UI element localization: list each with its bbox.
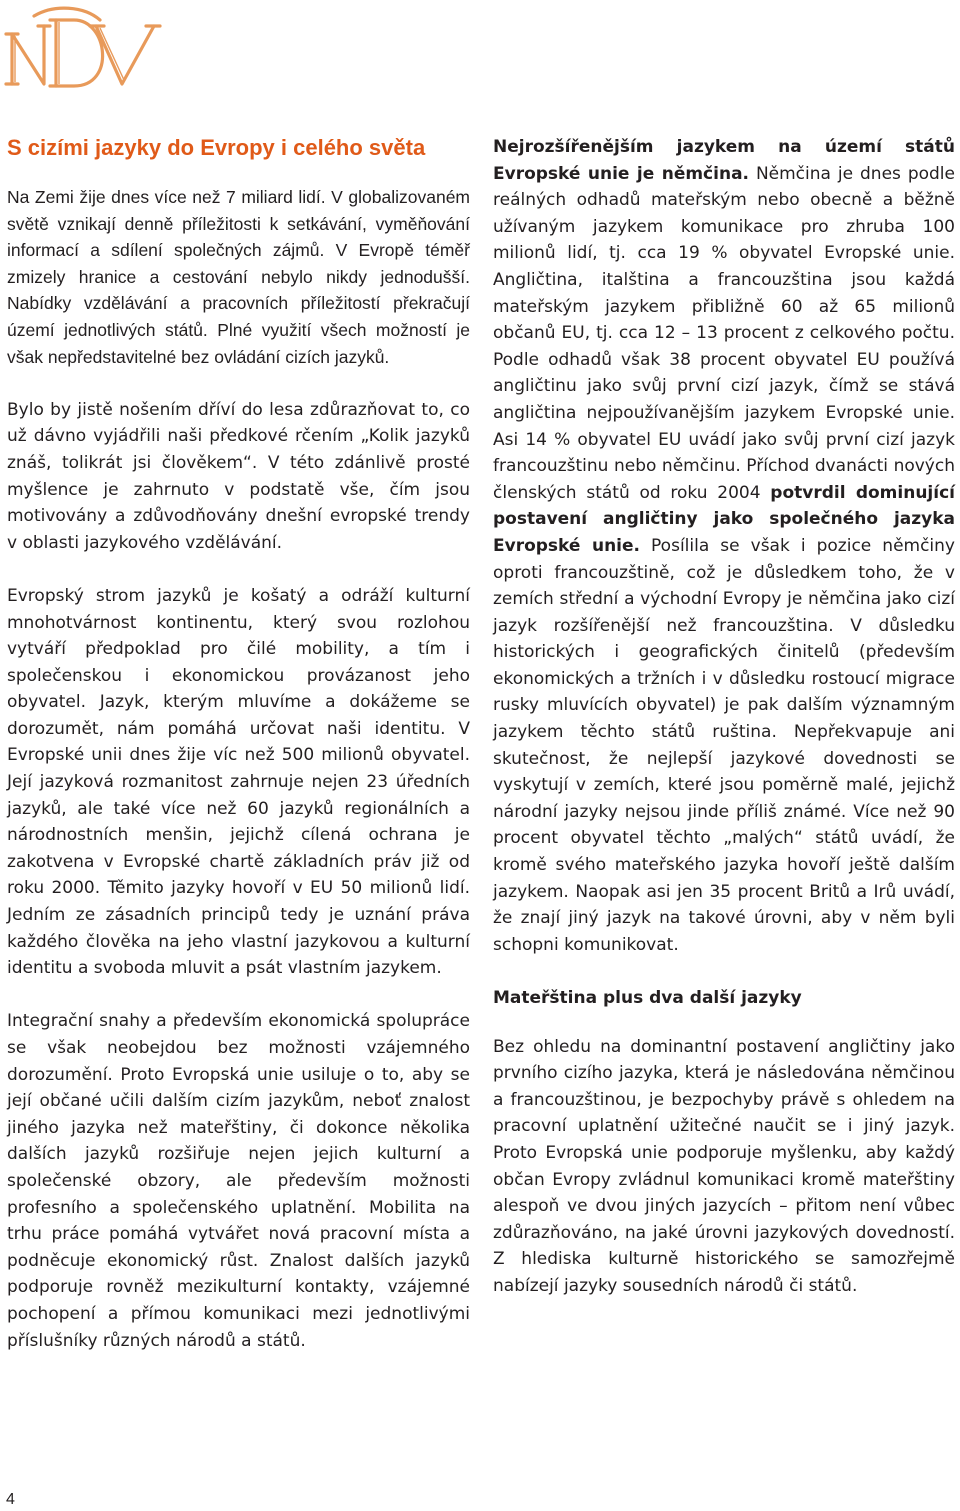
- right-column: [493, 134, 955, 1326]
- paragraph-german: [493, 134, 955, 958]
- left-column: [7, 134, 470, 1381]
- text-german-b: Posílila se však i pozice němčiny oproti francouzštině, což je důsledkem toho, že v zemích střední a východní Evropy je němčina jako cizí jazyk rozšířenější než francouzština. V důsledku historických i geografických činitelů (především ekonomických a tržních i v důsledku rostoucí migrace rusky mluvících obyvatel) je pak dalším významným jazykem těchto států ruština. Nepřekvapuje ani skutečnost, že nejlepší jazykové dovednosti se vyskytují v zemích, které jsou poměrně malé, jejichž národní jazyky nejsou jinde příliš známé. Více než 90 procent obyvatel těchto „malých“ států uvádí, že kromě svého mateřského jazyka hovoří ještě dalším jazykem. Naopak asi jen 35 procent Britů a Irů uvádí, že znají jiný jazyk na takové úrovni, aby v něm byli schopni komunikovat.: [493, 535, 955, 955]
- article-title: S cizími jazyky do Evropy i celého světa: [7, 135, 426, 160]
- paragraph-integration: Integrační snahy a především ekonomická spolupráce se však neobejdou bez možnosti vzájemného dorozumění. Proto Evropská unie usiluje o to, aby se její občané učili dalším cizím jazykům, neboť znalost jiného jazyka než mateřštiny, či dokonce několika dalších jazyků rozšiřuje nejen jejich kulturní a společenské obzory, ale především možnosti profesního a společenského uplatnění. Mobilita na trhu práce pomáhá vytvářet nová pracovní místa a podněcuje ekonomický růst. Znalost dalších jazyků podporuje rovněž mezikulturní kontakty, vzájemné pochopení a přímou komunikaci mezi jednotlivými příslušníky různých národů a států.: [7, 1011, 470, 1351]
- paragraph-intro: Na Zemi žije dnes více než 7 miliard lidí. V globalizovaném světě vznikají denně příležitosti k setkávání, vyměňování informací a sdílení společných zájmů. V Evropě téměř zmizely hranice a cestování nebylo nikdy jednodušší. Nabídky vzdělávání a pracovních příležitostí překračují území jednotlivých států. Plné využití všech možností je však nepředstavitelné bez ovládání cizích jazyků.: [7, 187, 470, 367]
- paragraph-proverb: Bylo by jistě nošením dříví do lesa zdůrazňovat to, co už dávno vyjádřili naši předkové rčením „Kolik jazyků znáš, tolikrát jsi člověkem“. V této zdánlivě prosté myšlence je zahrnuto v podstatě vše, čím jsou motivovány a zdůvodňovány dnešní evropské trendy v oblasti jazykového vzdělávání.: [7, 399, 470, 553]
- paragraph-mother-tongue-plus-two: Bez ohledu na dominantní postavení angličtiny jako prvního cizího jazyka, která je následována němčinou a francouzštinou, je bezpochyby právě s ohledem na pracovní uplatnění užitečné naučit se i jiný jazyk. Proto Evropská unie podporuje myšlenku, aby každý občan Evropy zvládnul komunikaci kromě mateřštiny alespoň ve dvou jiných jazycích – přitom není vůbec zdůrazňováno, na jaké úrovni jazykových dovedností. Z hlediska kulturně historického se samozřejmě nabízejí jazyky sousedních národů či států.: [493, 1036, 955, 1296]
- page-number: 4: [6, 1491, 15, 1508]
- bold-english-common: potvrdil dominující postavení angličtiny jako společného jazyka Evropské unie.: [493, 482, 955, 556]
- section-heading: Mateřština plus dva další jazyky: [493, 988, 802, 1008]
- paragraph-language-tree: Evropský strom jazyků je košatý a odráží kulturní mnohotvárnost kontinentu, který svou rozlohou vytváří předpoklad pro čilé mobility, a tím i společenskou i ekonomickou provázanost jeho obyvatel. Jazyk, kterým mluvíme a dokážeme se dorozumět, nám pomáhá určovat naši identitu. V Evropské unii dnes žije víc než 500 milionů obyvatel. Její jazyková rozmanitost zahrnuje nejen 23 úředních jazyků, ale také více než 60 jazyků regionálních a národnostních menšin, jejichž cílená ochrana je zakotvena v Evropské chartě základních práv již od roku 2000. Těmito jazyky hovoří v EU 50 milionů lidí. Jedním ze zásadních principů tedy je uznání práva každého člověka na jeho vlastní jazykovou a kulturní identitu a svoboda mluvit a psát vlastním jazykem.: [7, 585, 470, 979]
- ndv-logo: [4, 6, 162, 94]
- text-german-a: Němčina je dnes podle reálných odhadů mateřským nebo obecně a běžně užívaným jazykem komunikace pro zhruba 100 milionů lidí, tj. cca 19 % obyvatel Evropské unie. Angličtina, italština a francouzština jsou každá mateřským jazykem přibližně 60 až 65 milionů občanů EU, tj. cca 12 – 13 procent z celkového počtu. Podle odhadů však 38 procent obyvatel EU používá angličtinu jako svůj první cizí jazyk, čímž se stává angličtina nejpoužívanějším jazykem Evropské unie. Asi 14 % obyvatel EU uvádí jako svůj první cizí jazyk francouzštinu nebo němčinu. Příchod dvanácti nových členských států od roku 2004: [493, 163, 955, 503]
- bold-german-lead: Nejrozšířenějším jazykem na území států Evropské unie je němčina.: [493, 137, 955, 184]
